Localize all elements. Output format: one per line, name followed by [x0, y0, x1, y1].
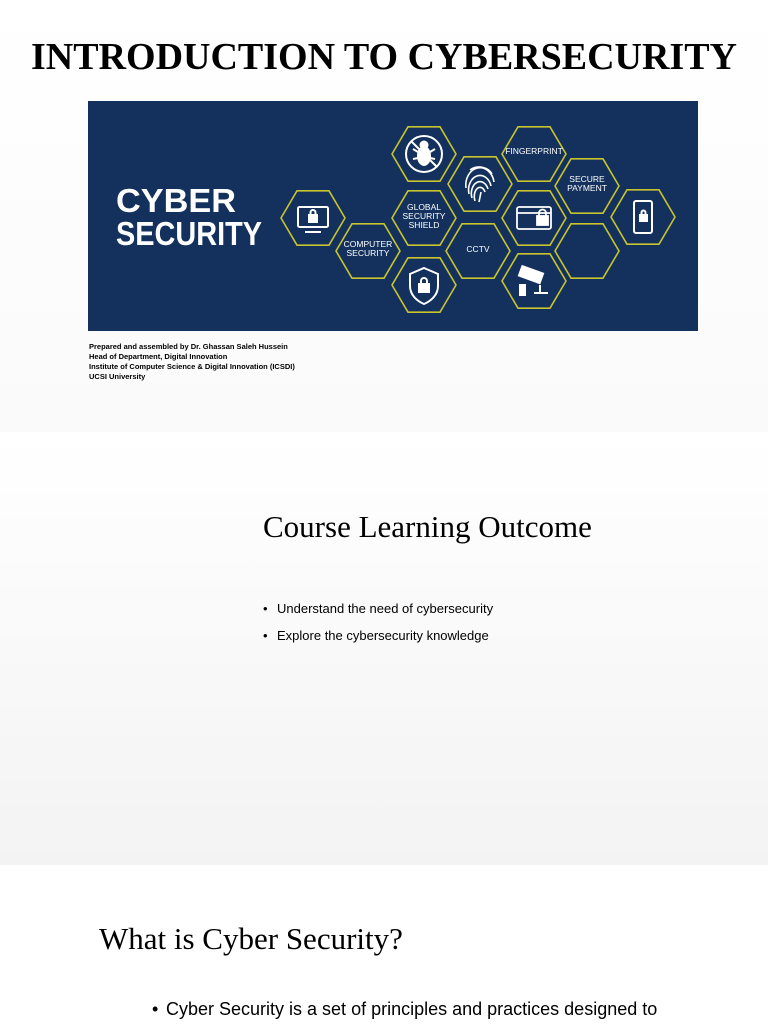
hexagon-outline [448, 157, 512, 211]
smartphone-lock-icon [634, 201, 652, 233]
credit-line: Institute of Computer Science & Digital Innovation (ICSDI) [89, 362, 295, 371]
banner-heading-line2: SECURITY [116, 215, 262, 252]
bullet-icon: • [152, 999, 159, 1019]
credit-line: Head of Department, Digital Innovation [89, 352, 228, 361]
list-item: • Cyber Security is a set of principles and practices designed to [152, 999, 658, 1019]
shield-lock-icon [410, 268, 438, 304]
slide-title [0, 0, 768, 432]
slide-course-learning-outcome [0, 433, 768, 865]
bullet-icon: • [263, 628, 268, 643]
bullet-list [263, 601, 493, 655]
hexagon-outline [555, 224, 619, 278]
slide-title-heading: INTRODUCTION TO CYBERSECURITY [31, 36, 737, 78]
banner-heading-line1: CYBER [116, 182, 237, 219]
bug-forbidden-icon [406, 136, 442, 172]
list-item: • Understand the need of cybersecurity [263, 601, 494, 616]
cctv-camera-icon [519, 266, 548, 295]
hex-label-fingerprint: FINGERPRINT [505, 146, 563, 156]
author-credits [89, 342, 295, 382]
hex-label-secure: SECURE [569, 174, 605, 184]
hex-label-security: SECURITY [402, 211, 446, 221]
hexagon-outline [502, 191, 566, 245]
hex-label-computer: COMPUTER [343, 239, 393, 249]
credit-card-lock-icon [517, 207, 551, 229]
credit-line: UCSI University [89, 372, 146, 381]
list-item: • Explore the cybersecurity knowledge [263, 628, 489, 643]
hex-label-computer-security: SECURITY [346, 248, 390, 258]
bullet-icon: • [263, 601, 268, 616]
credit-line: Prepared and assembled by Dr. Ghassan Saleh Hussein [89, 342, 288, 351]
fingerprint-icon [466, 167, 494, 202]
hex-label-shield: SHIELD [408, 220, 440, 230]
bullet-list [152, 998, 657, 1020]
hex-label-global: GLOBAL [406, 202, 442, 212]
slide-title-heading: Course Learning Outcome [263, 509, 592, 544]
slide-title-heading: What is Cyber Security? [99, 921, 403, 956]
hex-label-payment: PAYMENT [567, 183, 607, 193]
slide-what-is-cyber-security [0, 866, 768, 1024]
hex-label-cctv: CCTV [466, 244, 490, 254]
cyber-security-banner [88, 101, 698, 331]
computer-lock-icon [298, 207, 328, 232]
